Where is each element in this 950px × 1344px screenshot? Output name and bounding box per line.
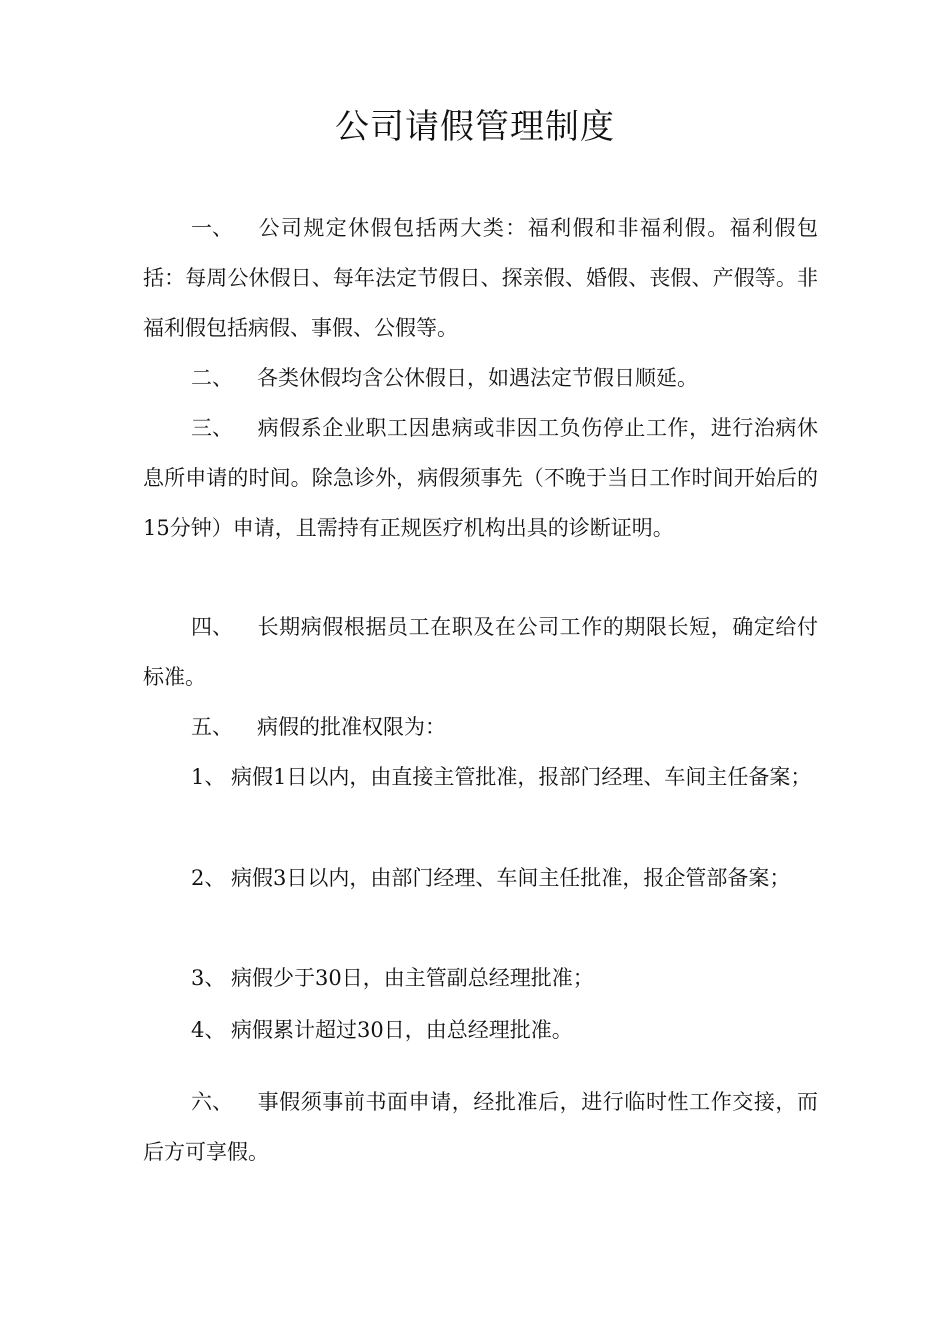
section-2 (143, 353, 818, 403)
section-number: 一、 (191, 216, 233, 240)
section-text: 病假系企业职工因患病或非因工负伤停止工作，进行治病休息所申请的时间。除急诊外，病假须事先（不晚于当日工作时间开始后的15分钟）申请，且需持有正规医疗机构出具的诊断证明。 (143, 416, 818, 540)
subitem-number: 2、 (191, 866, 226, 890)
section-3 (143, 403, 818, 553)
subitem-text: 病假3日以内，由部门经理、车间主任批准，报企管部备案； (231, 866, 791, 890)
section-number: 六、 (191, 1090, 233, 1114)
subitem-4 (143, 1005, 818, 1055)
section-number: 四、 (191, 615, 233, 639)
section-text: 长期病假根据员工在职及在公司工作的期限长短，确定给付标准。 (143, 615, 818, 689)
subitem-3 (143, 953, 818, 1003)
subitem-text: 病假1日以内，由直接主管批准，报部门经理、车间主任备案； (231, 765, 812, 789)
section-text: 公司规定休假包括两大类：福利假和非福利假。福利假包括：每周公休假日、每年法定节假日、探亲假、婚假、丧假、产假等。非福利假包括病假、事假、公假等。 (143, 216, 818, 340)
section-number: 五、 (191, 715, 233, 739)
section-4 (143, 602, 818, 702)
section-text: 病假的批准权限为： (257, 715, 446, 739)
section-number: 二、 (191, 366, 233, 390)
subitem-number: 4、 (191, 1018, 226, 1042)
section-6 (143, 1077, 818, 1177)
subitem-text: 病假累计超过30日，由总经理批准。 (231, 1018, 573, 1042)
subitem-1 (143, 752, 818, 802)
document-title: 公司请假管理制度 (335, 107, 615, 147)
subitem-2 (143, 853, 818, 903)
subitem-text: 病假少于30日，由主管副总经理批准； (231, 966, 594, 990)
section-text: 各类休假均含公休假日，如遇法定节假日顺延。 (257, 366, 698, 390)
section-text: 事假须事前书面申请，经批准后，进行临时性工作交接，而后方可享假。 (143, 1090, 818, 1164)
section-number: 三、 (191, 416, 233, 440)
subitem-number: 1、 (191, 765, 226, 789)
subitem-number: 3、 (191, 966, 226, 990)
section-5 (143, 702, 818, 752)
section-1 (143, 203, 818, 353)
